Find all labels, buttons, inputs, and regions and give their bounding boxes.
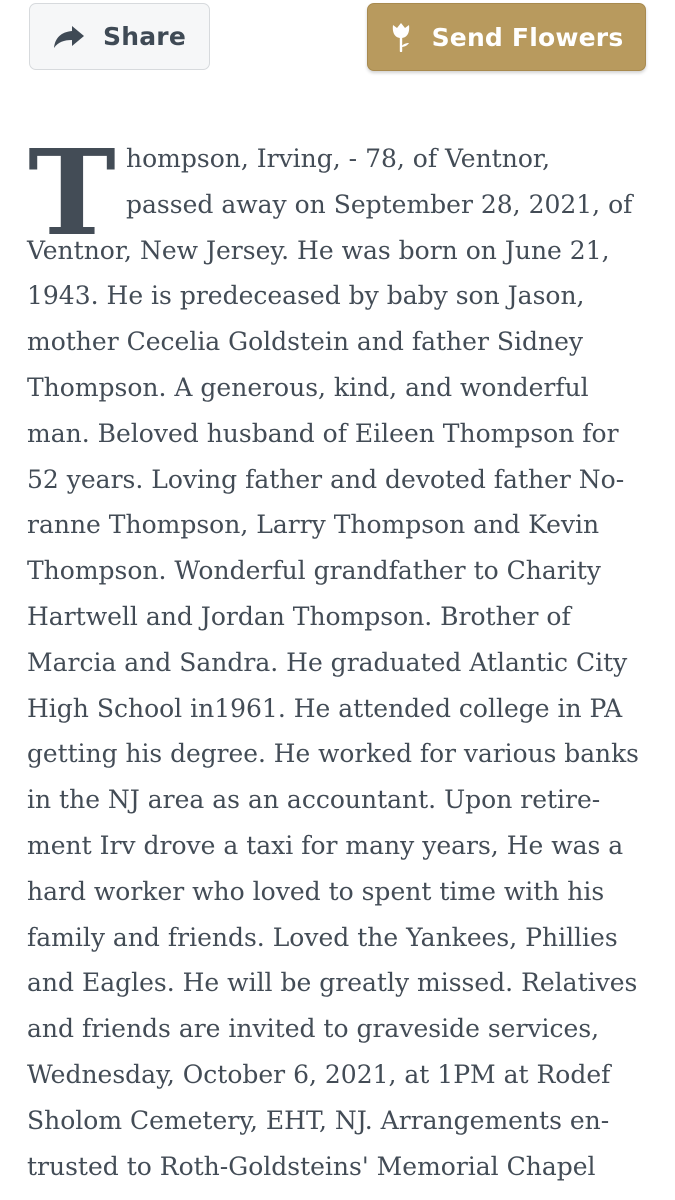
text-line: Ventnor, New Jersey. He was born on June 21, bbox=[27, 235, 610, 265]
text-line: hard worker who loved to spent time with his bbox=[27, 876, 605, 906]
text-line: hompson, Irving, - 78, of Ventnor, bbox=[126, 144, 551, 173]
text-line: Thompson. A generous, kind, and wonderful bbox=[27, 372, 589, 402]
text-line: and Eagles. He will be greatly missed. Relatives bbox=[27, 968, 638, 998]
text-line: Sholom Cemetery, EHT, NJ. Arrangements en- bbox=[27, 1105, 610, 1135]
text-line: 52 years. Loving father and devoted father No- bbox=[27, 464, 625, 494]
send-flowers-button[interactable] bbox=[367, 3, 646, 71]
drop-cap: T bbox=[28, 123, 116, 262]
text-line: trusted to Roth-Goldsteins' Memorial Chapel bbox=[27, 1151, 596, 1181]
text-line: in the NJ area as an accountant. Upon retire- bbox=[27, 785, 601, 815]
text-line: 1943. He is predeceased by baby son Jason, bbox=[27, 281, 585, 311]
text-line: Hartwell and Jordan Thompson. Brother of bbox=[27, 601, 571, 631]
text-line: Thompson. Wonderful grandfather to Charity bbox=[27, 556, 601, 586]
text-line: ranne Thompson, Larry Thompson and Kevin bbox=[27, 510, 600, 540]
share-arrow-icon bbox=[53, 25, 85, 49]
share-button[interactable] bbox=[29, 3, 210, 70]
flower-icon bbox=[390, 22, 412, 52]
text-line: man. Beloved husband of Eileen Thompson for bbox=[27, 418, 619, 448]
send-flowers-label: Send Flowers bbox=[431, 22, 624, 52]
text-line: and friends are invited to graveside services, bbox=[27, 1014, 600, 1044]
text-line: getting his degree. He worked for various banks bbox=[27, 739, 639, 769]
text-line: ment Irv drove a taxi for many years, He was a bbox=[27, 830, 624, 860]
text-line: mother Cecelia Goldstein and father Sidney bbox=[27, 327, 583, 357]
text-line: Wednesday, October 6, 2021, at 1PM at Rodef bbox=[27, 1059, 611, 1089]
text-line: High School in1961. He attended college in PA bbox=[27, 693, 623, 723]
text-line: passed away on September 28, 2021, of bbox=[126, 189, 633, 219]
obituary-text bbox=[27, 123, 639, 1189]
action-toolbar bbox=[0, 0, 675, 80]
share-label: Share bbox=[103, 22, 186, 51]
text-line: family and friends. Loved the Yankees, Phillies bbox=[27, 922, 618, 952]
text-line: Marcia and Sandra. He graduated Atlantic City bbox=[27, 647, 628, 677]
